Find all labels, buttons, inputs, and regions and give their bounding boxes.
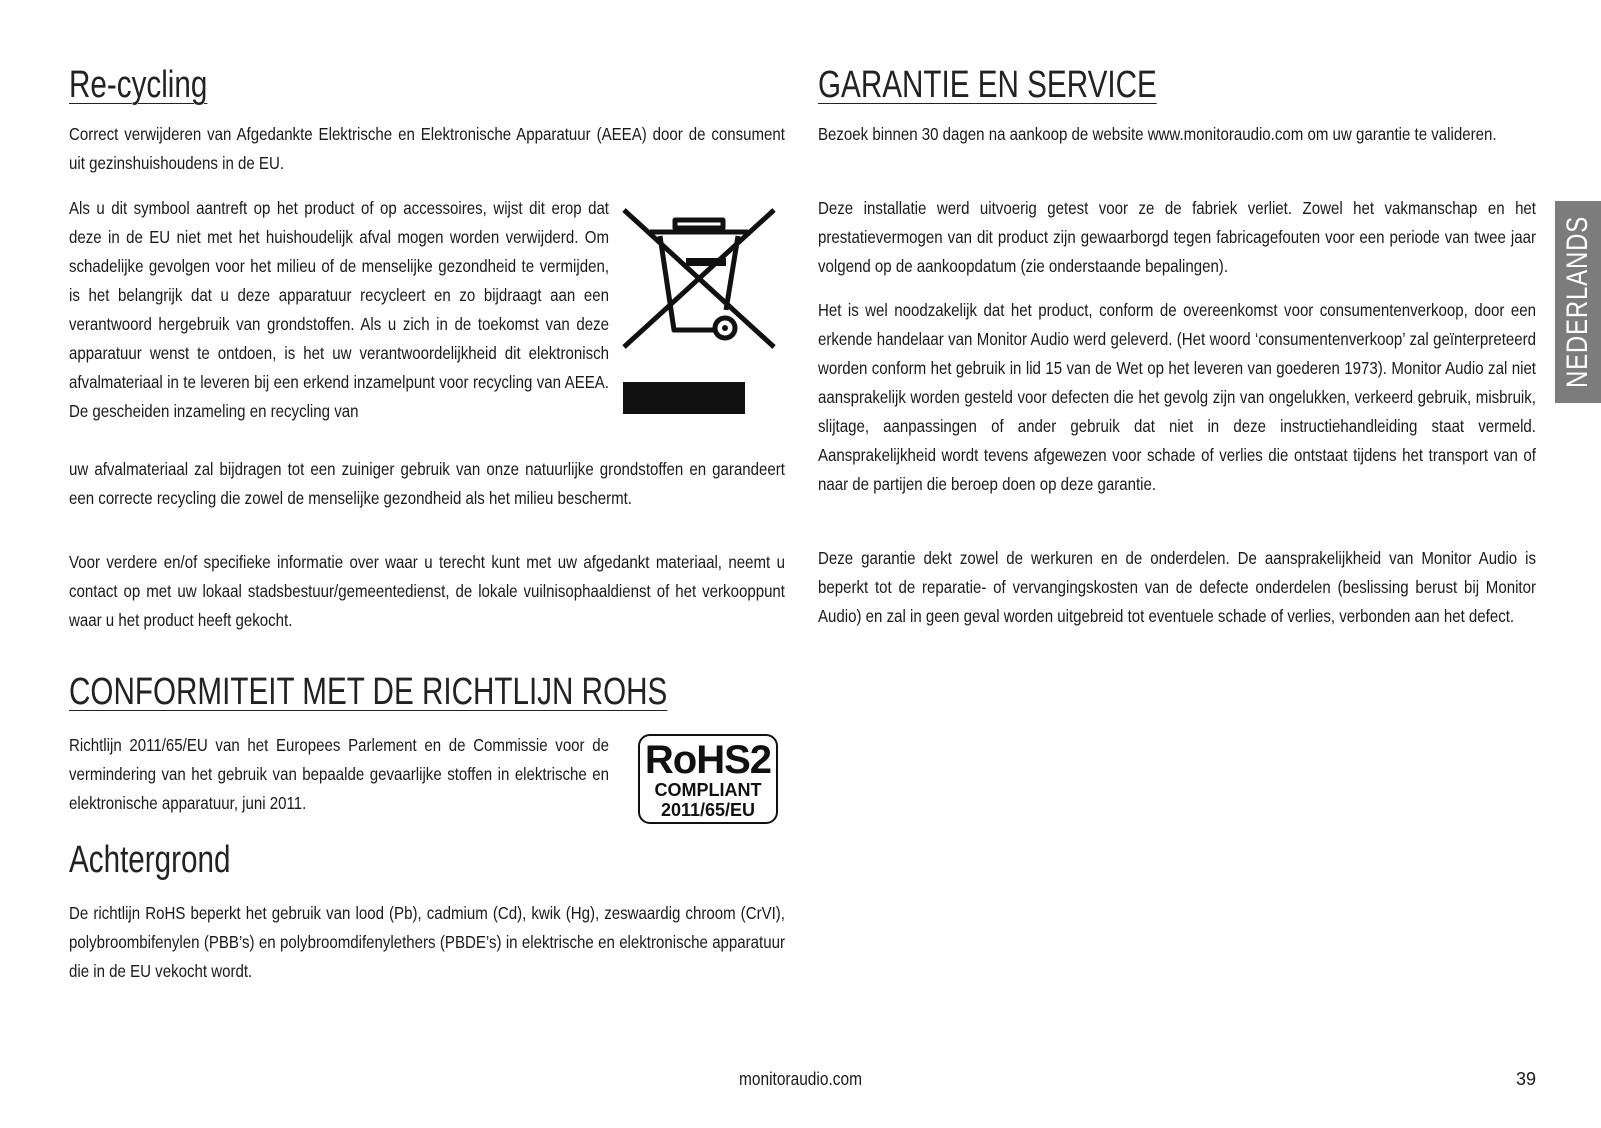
- warranty-p1: Bezoek binnen 30 dagen na aankoop de website www.monitoraudio.com om uw garantie te valideren.: [818, 124, 1497, 144]
- page-number: 39: [1515, 1069, 1536, 1089]
- rohs-compliant-logo: RoHS2 COMPLIANT 2011/65/EU: [638, 734, 778, 824]
- warranty-p3: Het is wel noodzakelijk dat het product, conform de overeenkomst voor consumentenverkoop, door een erkende handelaar van Monitor Audio werd geleverd. (Het woord ‘consumentenverkoop’ zal geïnterpreteerd worden conform het gebruik in lid 15 van de Wet op het leveren van goederen 1973). Monitor Audio zal niet aansprakelijk worden gesteld voor defecten die het gevolg zijn van ongelukken, verkeerd gebruik, misbruik, slijtage, aanpassingen of ander gebruik dat niet in deze instructiehandleiding staat vermeld. Aansprakelijkheid wordt tevens afgewezen voor schade of verlies die ontstaat tijdens het transport van of naar de partijen die beroep doen op deze garantie.: [818, 300, 1536, 494]
- warranty-title: GARANTIE EN SERVICE: [818, 64, 1157, 106]
- recycling-body-continued-block: [69, 455, 785, 513]
- recycling-intro: Correct verwijderen van Afgedankte Elektrische en Elektronische Apparatuur (AEEA) door de consument uit gezinshuishoudens in de EU.: [69, 124, 785, 173]
- weee-symbol: [614, 202, 784, 422]
- crossed-out-wheelie-bin-icon: [614, 202, 784, 382]
- language-side-tab-label: NEDERLANDS: [1561, 215, 1594, 389]
- recycling-title: Re-cycling: [69, 64, 208, 106]
- warranty-p2: Deze installatie werd uitvoerig getest voor ze de fabriek verliet. Zowel het vakmanschap en het prestatievermogen van dit product zijn gewaarborgd tegen fabricagefouten voor een periode van twee jaar volgend op de aankoopdatum (zie onderstaande bepalingen).: [818, 198, 1536, 276]
- rohs-title: CONFORMITEIT MET DE RICHTLIJN ROHS: [69, 671, 668, 713]
- weee-black-bar: [623, 382, 745, 414]
- background-title: Achtergrond: [69, 839, 231, 881]
- footer-url: monitoraudio.com: [738, 1069, 863, 1089]
- language-side-tab: [1555, 201, 1601, 403]
- background-body: De richtlijn RoHS beperkt het gebruik van lood (Pb), cadmium (Cd), kwik (Hg), zeswaardig chroom (CrVI), polybroombifenylen (PBB’s) en polybroomdifenylethers (PBDE’s) in elektrische en elektronische apparatuur die in de EU vekocht wordt.: [69, 903, 785, 981]
- rohs-body: Richtlijn 2011/65/EU van het Europees Parlement en de Commissie voor de vermindering van het gebruik van bepaalde gevaarlijke stoffen in elektrische en elektronische apparatuur, juni 2011.: [69, 735, 609, 813]
- recycling-body-wrapped: Als u dit symbool aantreft op het product of op accessoires, wijst dit erop dat deze in de EU niet met het huishoudelijk afval mogen worden verwijderd. Om schadelijke gevolgen voor het milieu of de menselijke gezondheid te vermijden, is het belangrijk dat u deze apparatuur recycleert en zo bijdraagt aan een verantwoord hergebruik van grondstoffen. Als u zich in de toekomst van deze apparatuur wenst te ontdoen, is het uw verantwoordelijkheid dit elektronisch afvalmateriaal in te leveren bij een erkend inzamelpunt voor recycling van AEEA. De gescheiden inzameling en recycling van: [69, 198, 609, 421]
- recycling-more-info: Voor verdere en/of specifieke informatie over waar u terecht kunt met uw afgedankt materiaal, neemt u contact op met uw lokaal stadsbestuur/gemeentedienst, de lokale vuilnisophaaldienst of het verkooppunt waar u het product heeft gekocht.: [69, 552, 785, 630]
- warranty-p4: Deze garantie dekt zowel de werkuren en de onderdelen. De aansprakelijkheid van Monitor Audio is beperkt tot de reparatie- of vervangingskosten van de defecte onderdelen (beslissing berust bij Monitor Audio) en zal in geen geval worden uitgebreid tot eventuele schade of verlies, verbonden aan het defect.: [818, 548, 1536, 626]
- recycling-body-continued: uw afvalmateriaal zal bijdragen tot een zuiniger gebruik van onze natuurlijke grondstoffen en garandeert een correcte recycling die zowel de menselijke gezondheid als het milieu beschermt.: [69, 459, 785, 508]
